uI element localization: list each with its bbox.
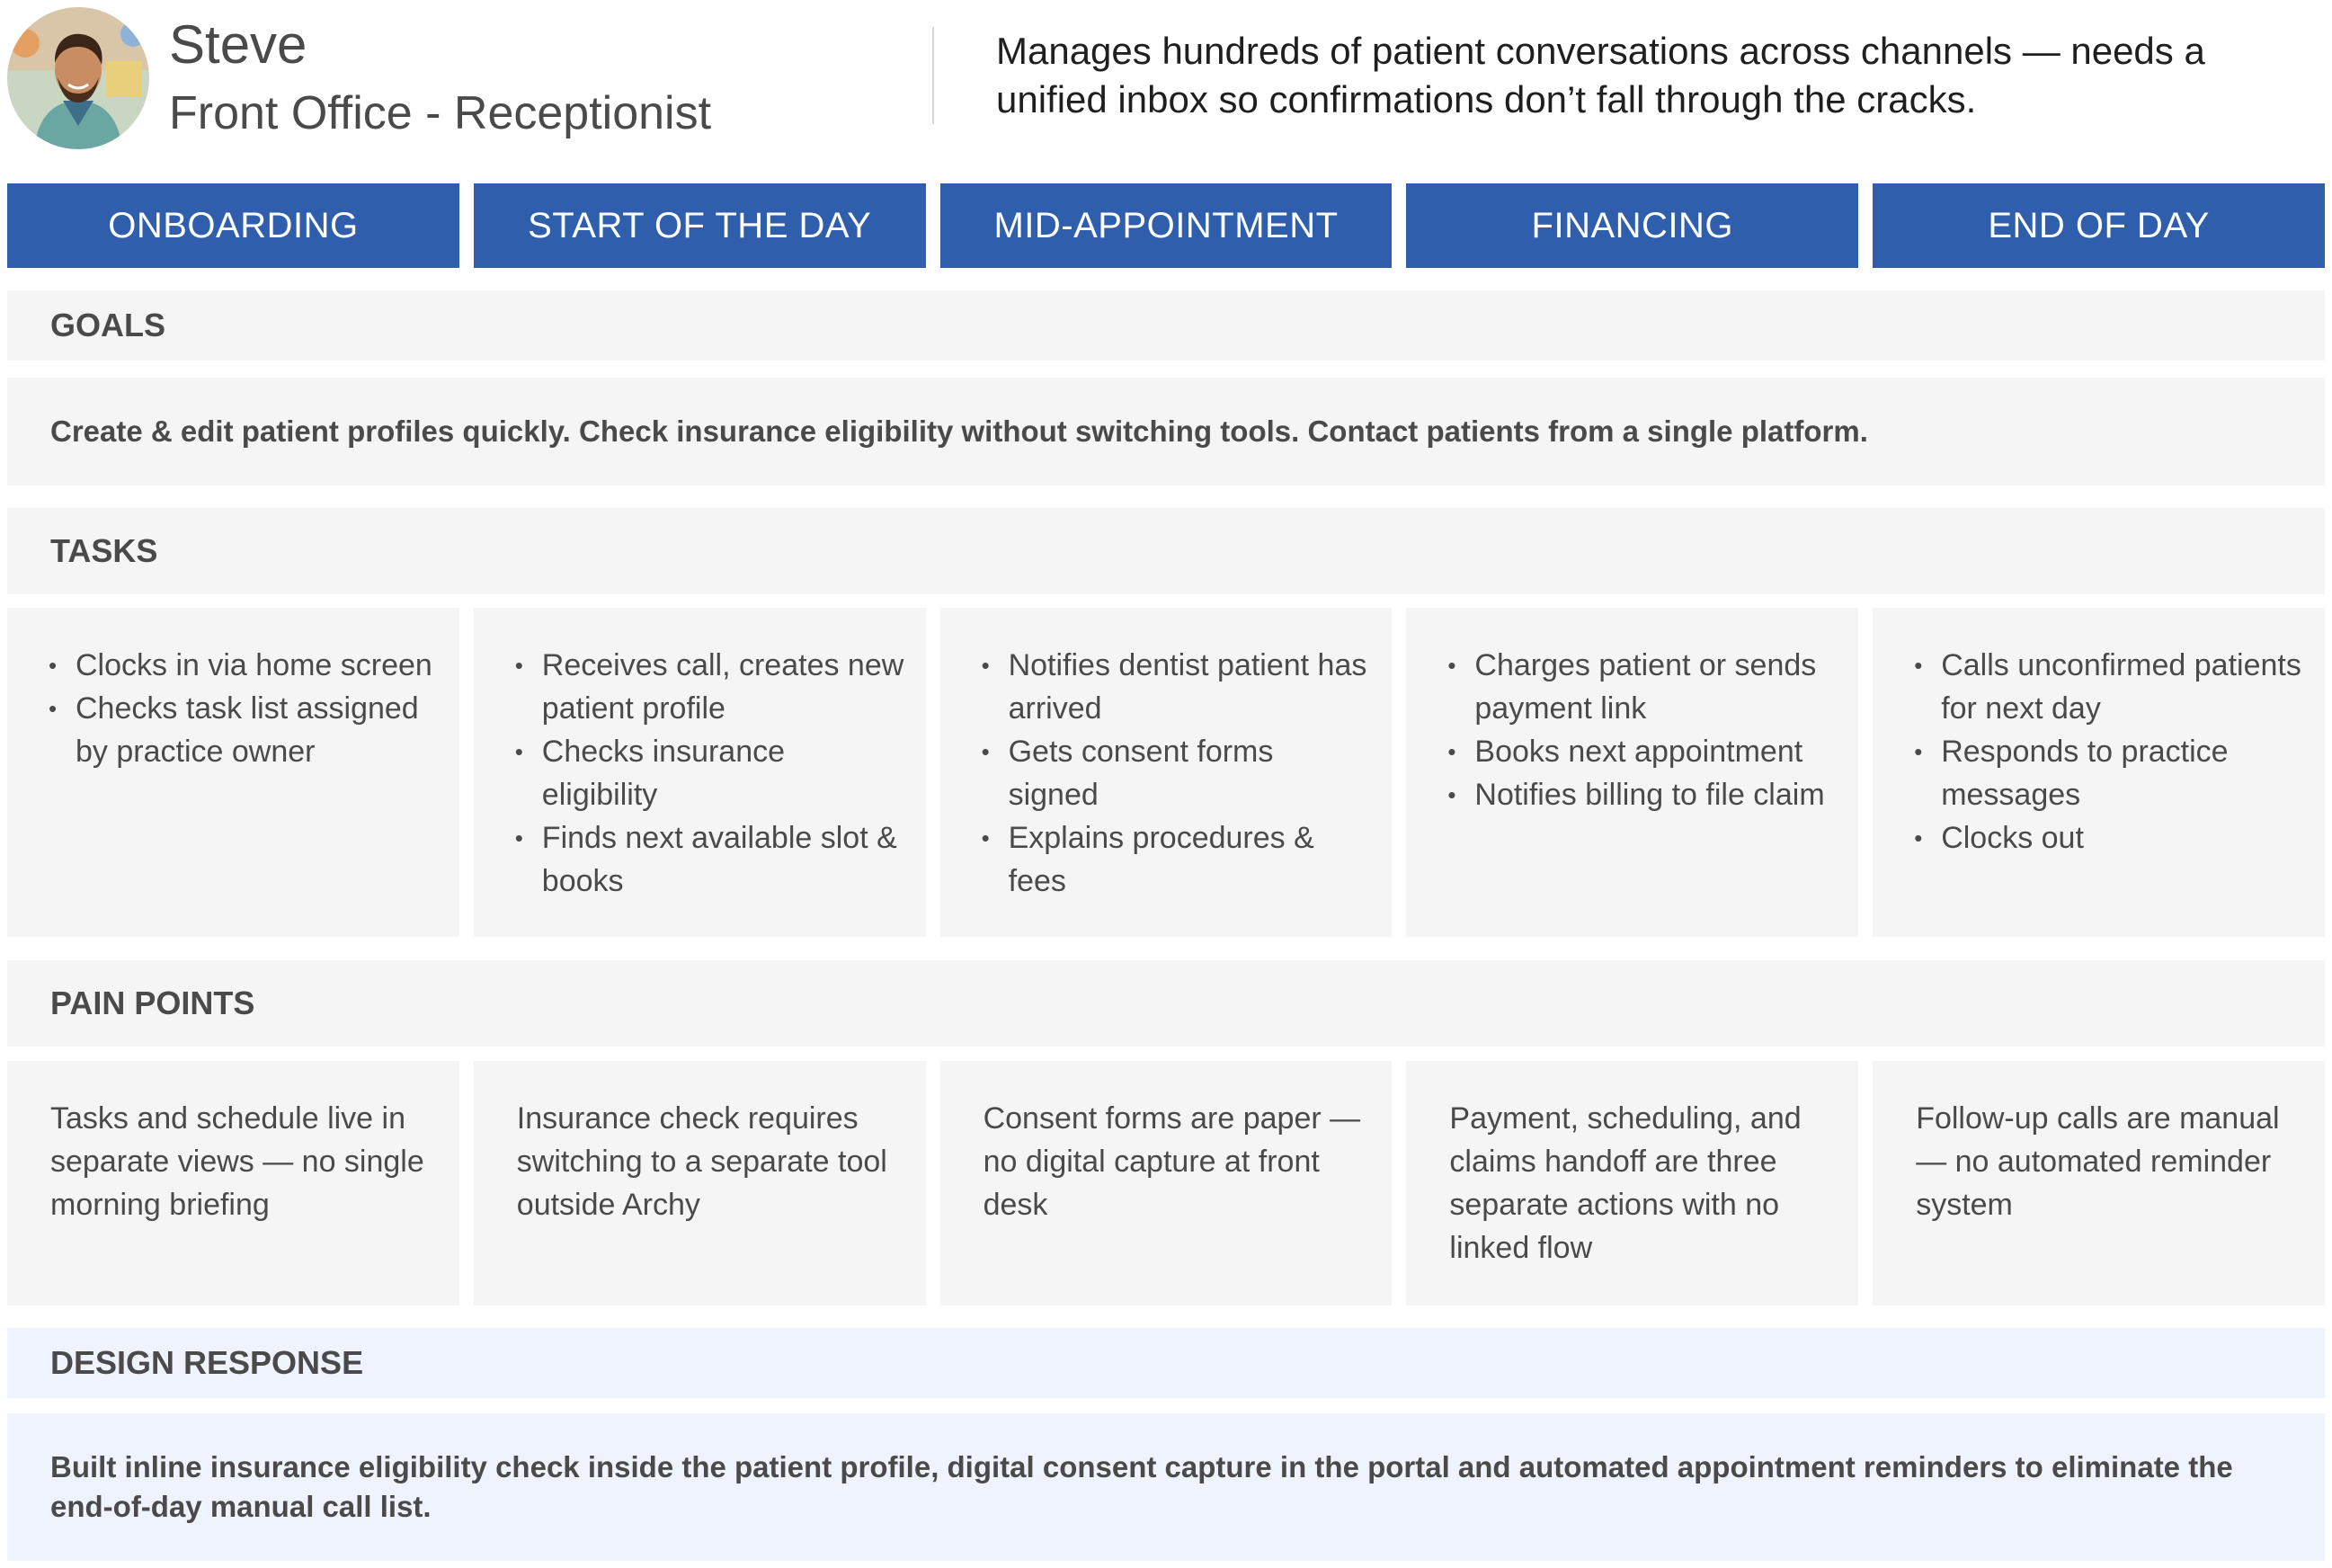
persona-name: Steve — [169, 14, 307, 75]
pain-cell-start-of-day: Insurance check requires switching to a separate tool outside Archy — [474, 1061, 926, 1305]
list-item: • Receives call, creates new patient profile — [542, 644, 904, 730]
list-item: • Explains procedures & fees — [1009, 816, 1371, 903]
pain-cell-end-of-day: Follow-up calls are manual — no automated reminder system — [1873, 1061, 2325, 1305]
list-item: • Books next appointment — [1474, 730, 1837, 773]
list-item: • Notifies dentist patient has arrived — [1009, 644, 1371, 730]
list-item: • Finds next available slot & books — [542, 816, 904, 903]
tasks-row — [7, 608, 2325, 937]
list-item: • Charges patient or sends payment link — [1474, 644, 1837, 730]
phase-mid-appointment: MID-APPOINTMENT — [940, 183, 1393, 268]
tasks-cell-start-of-day — [474, 608, 926, 937]
list-item: • Gets consent forms signed — [1009, 730, 1371, 816]
phase-financing: FINANCING — [1406, 183, 1858, 268]
list-item: • Checks task list assigned by practice owner — [76, 687, 438, 773]
list-item: • Notifies billing to file claim — [1474, 773, 1837, 816]
list-item: • Calls unconfirmed patients for next day — [1941, 644, 2303, 730]
list-item: • Responds to practice messages — [1941, 730, 2303, 816]
pain-cell-financing: Payment, scheduling, and claims handoff are three separate actions with no linked flow — [1406, 1061, 1858, 1305]
tasks-cell-financing — [1406, 608, 1858, 937]
pain-cell-onboarding: Tasks and schedule live in separate views — no single morning briefing — [7, 1061, 459, 1305]
list-item: • Clocks out — [1941, 816, 2303, 860]
design-response-text: Built inline insurance eligibility check inside the patient profile, digital consent capture in the portal and automated appointment reminders to eliminate the end-of-day manual call list. — [7, 1413, 2325, 1561]
goals-heading: GOALS — [7, 290, 2325, 361]
pain-points-heading: PAIN POINTS — [7, 960, 2325, 1047]
tasks-cell-mid-appointment — [940, 608, 1393, 937]
goals-text: Create & edit patient profiles quickly. Check insurance eligibility without switching tools. Contact patients from a single platform. — [7, 378, 2325, 486]
tasks-cell-end-of-day — [1873, 608, 2325, 937]
phase-header-row — [7, 183, 2325, 268]
avatar-photo-icon — [7, 7, 149, 149]
phase-end-of-day: END OF DAY — [1873, 183, 2325, 268]
list-item: • Checks insurance eligibility — [542, 730, 904, 816]
list-item: • Clocks in via home screen — [76, 644, 438, 687]
tasks-heading: TASKS — [7, 508, 2325, 594]
phase-start-of-day: START OF THE DAY — [474, 183, 926, 268]
pain-points-row — [7, 1061, 2325, 1305]
persona-summary: Manages hundreds of patient conversations across channels — needs a unified inbox so confirmations don’t fall through the cracks. — [996, 30, 2205, 120]
avatar — [7, 7, 149, 149]
pain-cell-mid-appointment: Consent forms are paper — no digital capture at front desk — [940, 1061, 1393, 1305]
phase-onboarding: ONBOARDING — [7, 183, 459, 268]
persona-role: Front Office - Receptionist — [169, 87, 712, 139]
design-response-heading: DESIGN RESPONSE — [7, 1328, 2325, 1398]
tasks-cell-onboarding — [7, 608, 459, 937]
header-divider — [932, 27, 934, 124]
